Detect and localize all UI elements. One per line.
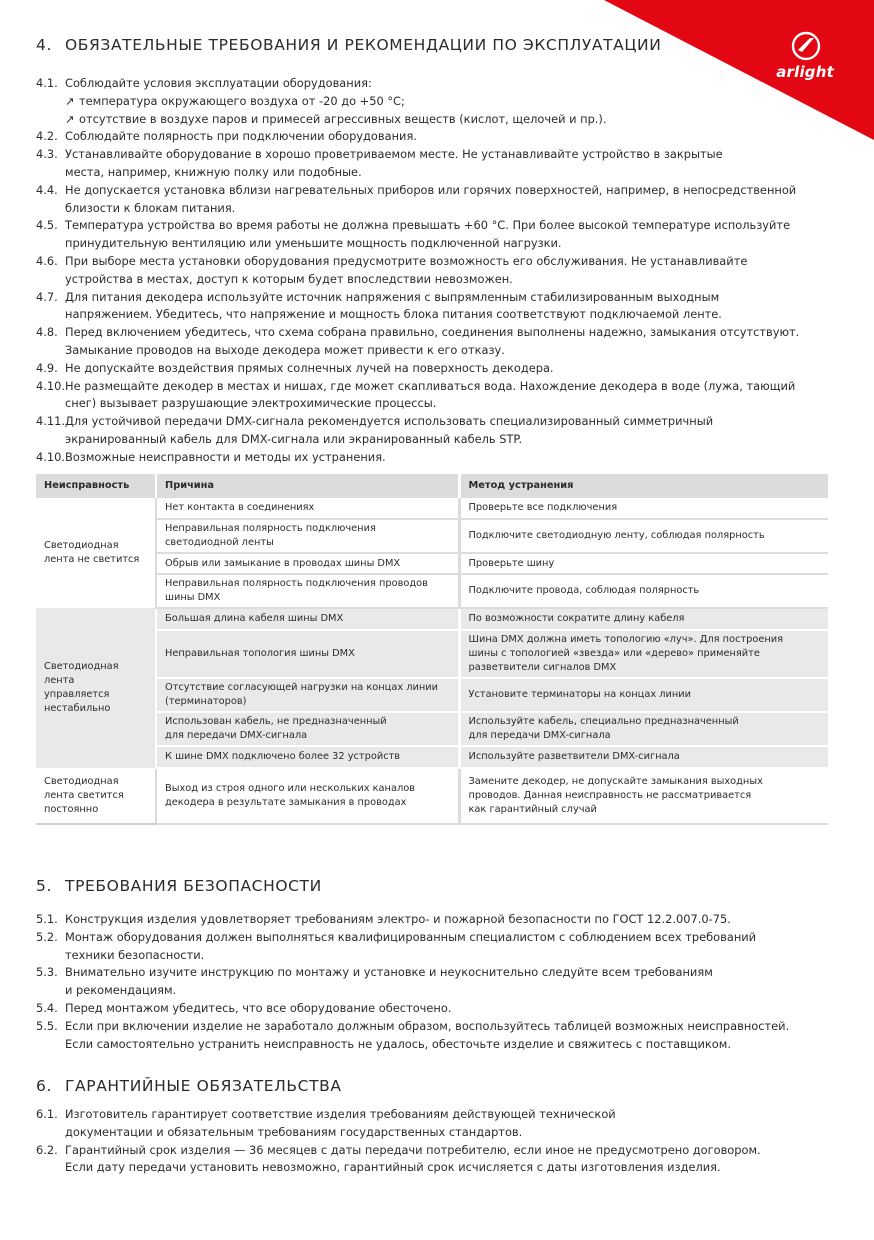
list-item bbox=[36, 911, 836, 929]
item-number: 5.2. bbox=[36, 929, 58, 944]
section-title: ОБЯЗАТЕЛЬНЫЕ ТРЕБОВАНИЯ И РЕКОМЕНДАЦИИ ПО ЭКСПЛУАТАЦИИ bbox=[65, 36, 662, 54]
item-text: Гарантийный срок изделия — 36 месяцев с даты передачи потребителю, если иное не предусмотрено договором. bbox=[65, 1142, 761, 1157]
section-title: ГАРАНТИЙНЫЕ ОБЯЗАТЕЛЬСТВА bbox=[65, 1077, 342, 1095]
solution-cell: Замените декодер, не допускайте замыкания выходных проводов. Данная неисправность не рассматривается как гарантийный случай bbox=[459, 768, 828, 824]
solution-cell: Установите терминаторы на концах линии bbox=[459, 678, 828, 712]
solution-cell: Используйте кабель, специально предназначенный для передачи DMX-сигнала bbox=[459, 712, 828, 746]
list-item bbox=[36, 128, 836, 146]
item-number: 4.2. bbox=[36, 129, 58, 144]
list-item bbox=[36, 378, 836, 414]
item-number: 4.11. bbox=[36, 414, 65, 429]
cause-cell: Неправильная полярность подключения проводов шины DMX bbox=[156, 574, 459, 608]
section-5-heading bbox=[36, 877, 322, 895]
subitem-text: температура окружающего воздуха от -20 до +50 °С; bbox=[79, 93, 405, 108]
cause-cell: Выход из строя одного или нескольких каналов декодера в результате замыкания в проводах bbox=[156, 768, 459, 824]
list-item bbox=[36, 217, 836, 253]
item-text: Не допускается установка вблизи нагревательных приборов или горячих поверхностей, например, в непосредственной bbox=[65, 182, 797, 197]
cause-cell: К шине DMX подключено более 32 устройств bbox=[156, 746, 459, 768]
section-6-heading bbox=[36, 1077, 342, 1095]
item-text: Монтаж оборудования должен выполняться квалифицированным специалистом с соблюдением всех требований bbox=[65, 929, 757, 944]
item-text: устройства в местах, доступ к которым будет впоследствии невозможен. bbox=[65, 271, 513, 286]
item-text: Внимательно изучите инструкцию по монтажу и установке и неукоснительно следуйте всем требованиям bbox=[65, 965, 713, 980]
item-text: Если при включении изделие не заработало должным образом, воспользуйтесь таблицей возможных неисправностей. bbox=[65, 1018, 790, 1033]
list-item bbox=[36, 75, 836, 93]
column-header: Метод устранения bbox=[459, 474, 828, 498]
item-text: Перед монтажом убедитесь, что все оборудование обесточено. bbox=[65, 1000, 452, 1015]
cause-cell: Большая длина кабеля шины DMX bbox=[156, 608, 459, 630]
item-text: Для питания декодера используйте источник напряжения с выпрямленным стабилизированным выходным bbox=[65, 289, 720, 304]
item-number: 4.8. bbox=[36, 325, 58, 340]
cause-cell: Обрыв или замыкание в проводах шины DMX bbox=[156, 553, 459, 574]
item-text: Возможные неисправности и методы их устранения. bbox=[65, 449, 386, 464]
item-text: принудительную вентиляцию или уменьшите мощность подключенной нагрузки. bbox=[65, 236, 562, 251]
list-item bbox=[36, 929, 836, 965]
section-title: ТРЕБОВАНИЯ БЕЗОПАСНОСТИ bbox=[65, 877, 322, 895]
list-item bbox=[36, 413, 836, 449]
list-item bbox=[36, 964, 836, 1000]
item-text: близости к блокам питания. bbox=[65, 200, 236, 215]
item-text: снег) вызывает разрушающие электрохимические процессы. bbox=[65, 396, 437, 411]
cause-cell: Нет контакта в соединениях bbox=[156, 498, 459, 519]
list-item bbox=[36, 1106, 836, 1142]
solution-cell: Подключите провода, соблюдая полярность bbox=[459, 574, 828, 608]
cause-cell: Неправильная топология шины DMX bbox=[156, 630, 459, 678]
list-item bbox=[36, 449, 836, 467]
table-row bbox=[36, 498, 828, 519]
column-header: Неисправность bbox=[36, 474, 156, 498]
item-number: 4.1. bbox=[36, 76, 58, 90]
list-item bbox=[36, 289, 836, 325]
item-text: Конструкция изделия удовлетворяет требованиям электро- и пожарной безопасности по ГОСТ 12.2.007.0-75. bbox=[65, 912, 731, 926]
troubleshooting-table bbox=[36, 474, 828, 825]
item-number: 4.10. bbox=[36, 378, 65, 393]
table-row bbox=[36, 608, 828, 630]
item-number: 4.4. bbox=[36, 182, 58, 197]
item-text: техники безопасности. bbox=[65, 947, 205, 962]
fault-cell: Светодиодная лента светится постоянно bbox=[36, 768, 156, 824]
fault-cell: Светодиодная лента управляется нестабильно bbox=[36, 608, 156, 768]
item-number: 4.5. bbox=[36, 218, 58, 233]
table-row bbox=[36, 768, 828, 824]
item-number: 6.1. bbox=[36, 1107, 58, 1121]
list-item bbox=[36, 1142, 836, 1178]
item-text: напряжением. Убедитесь, что напряжение и мощность блока питания соответствуют подключаемой ленте. bbox=[65, 307, 722, 322]
item-text: Замыкание проводов на выходе декодера может привести к его отказу. bbox=[65, 342, 505, 357]
fault-cell: Светодиодная лента не светится bbox=[36, 498, 156, 608]
arrow-bullet-icon: ↗ bbox=[65, 111, 75, 126]
solution-cell: Шина DMX должна иметь топологию «луч». Для построения шины с топологией «звезда» или «дерево» применяйте разветвители сигналов DMX bbox=[459, 630, 828, 678]
subitem-text: отсутствие в воздухе паров и примесей агрессивных веществ (кислот, щелочей и пр.). bbox=[79, 111, 607, 126]
section-4-list bbox=[36, 75, 836, 467]
solution-cell: Проверьте шину bbox=[459, 553, 828, 574]
item-text: Температура устройства во время работы не должна превышать +60 °С. При более высокой температуре используйте bbox=[65, 218, 791, 233]
item-text: При выборе места установки оборудования предусмотрите возможность его обслуживания. Не устанавливайте bbox=[65, 253, 748, 268]
item-number: 4.7. bbox=[36, 289, 58, 304]
section-number: 6. bbox=[36, 1077, 52, 1095]
cause-cell: Использован кабель, не предназначенный для передачи DMX-сигнала bbox=[156, 712, 459, 746]
item-text: и рекомендациям. bbox=[65, 983, 177, 998]
section-number: 4. bbox=[36, 36, 52, 54]
item-number: 4.9. bbox=[36, 360, 58, 375]
solution-cell: По возможности сократите длину кабеля bbox=[459, 608, 828, 630]
item-number: 4.6. bbox=[36, 253, 58, 268]
item-number: 4.10. bbox=[36, 449, 65, 464]
list-subitem bbox=[36, 93, 836, 111]
item-number: 6.2. bbox=[36, 1142, 58, 1157]
solution-cell: Подключите светодиодную ленту, соблюдая полярность bbox=[459, 519, 828, 553]
list-subitem bbox=[36, 111, 836, 129]
item-number: 5.1. bbox=[36, 912, 58, 926]
list-item bbox=[36, 324, 836, 360]
item-text: экранированный кабель для DMX-сигнала или экранированный кабель STP. bbox=[65, 431, 523, 446]
item-number: 4.3. bbox=[36, 147, 58, 162]
item-text: Если дату передачи установить невозможно, гарантийный срок исчисляется с даты изготовления изделия. bbox=[65, 1160, 721, 1175]
item-number: 5.5. bbox=[36, 1018, 58, 1033]
item-number: 5.3. bbox=[36, 965, 58, 980]
list-item bbox=[36, 146, 836, 182]
item-text: Изготовитель гарантирует соответствие изделия требованиям действующей технической bbox=[65, 1107, 616, 1121]
item-text: Не допускайте воздействия прямых солнечных лучей на поверхность декодера. bbox=[65, 360, 554, 375]
item-text: Если самостоятельно устранить неисправность не удалось, обесточьте изделие и свяжитесь с поставщиком. bbox=[65, 1036, 731, 1051]
item-text: Для устойчивой передачи DMX-сигнала рекомендуется использовать специализированный симметричный bbox=[65, 414, 714, 429]
column-header: Причина bbox=[156, 474, 459, 498]
list-item bbox=[36, 360, 836, 378]
item-text: Соблюдайте полярность при подключении оборудования. bbox=[65, 129, 417, 144]
section-4-heading bbox=[36, 36, 661, 54]
list-item bbox=[36, 182, 836, 218]
item-text: Соблюдайте условия эксплуатации оборудования: bbox=[65, 76, 372, 90]
item-text: места, например, книжную полку или подобные. bbox=[65, 164, 362, 179]
solution-cell: Проверьте все подключения bbox=[459, 498, 828, 519]
section-6-list bbox=[36, 1106, 836, 1177]
item-text: Перед включением убедитесь, что схема собрана правильно, соединения выполнены надежно, замыкания отсутствуют. bbox=[65, 325, 800, 340]
table-header-row bbox=[36, 474, 828, 498]
list-item bbox=[36, 1018, 836, 1054]
arrow-bullet-icon: ↗ bbox=[65, 93, 75, 108]
list-item bbox=[36, 253, 836, 289]
item-text: Устанавливайте оборудование в хорошо проветриваемом месте. Не устанавливайте устройство в закрытые bbox=[65, 147, 723, 162]
cause-cell: Неправильная полярность подключения светодиодной ленты bbox=[156, 519, 459, 553]
cause-cell: Отсутствие согласующей нагрузки на концах линии (терминаторов) bbox=[156, 678, 459, 712]
item-number: 5.4. bbox=[36, 1000, 58, 1015]
item-text: Не размещайте декодер в местах и нишах, где может скапливаться вода. Нахождение декодера в воде (лужа, тающий bbox=[65, 378, 796, 393]
logo-text: arlight bbox=[776, 63, 834, 81]
item-text: документации и обязательным требованиям государственных стандартов. bbox=[65, 1124, 523, 1139]
solution-cell: Используйте разветвители DMX-сигнала bbox=[459, 746, 828, 768]
list-item bbox=[36, 1000, 836, 1018]
section-5-list bbox=[36, 911, 836, 1053]
section-number: 5. bbox=[36, 877, 52, 895]
